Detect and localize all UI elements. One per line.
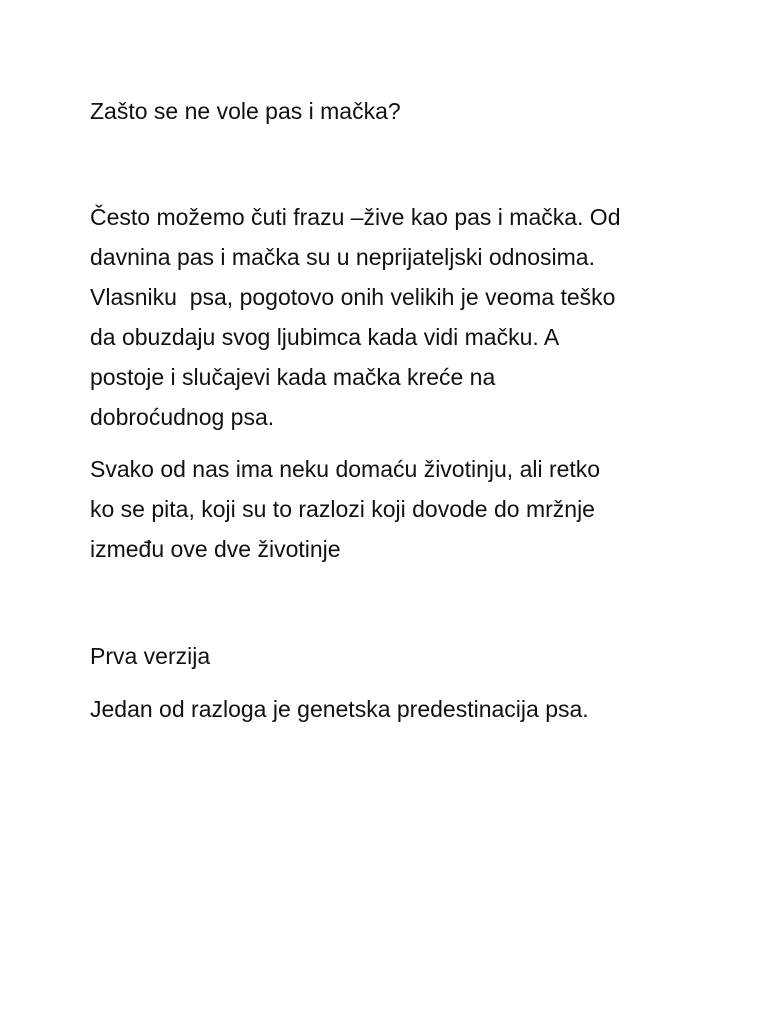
paragraph-1-line-6: dobroćudnog psa. bbox=[90, 404, 275, 430]
paragraph-2-line-2: ko se pita, koji su to razlozi koji dovode do mržnje bbox=[90, 496, 595, 522]
section-heading: Prva verzija bbox=[90, 643, 211, 669]
paragraph-3-line-1: Jedan od razloga je genetska predestinacija psa. bbox=[90, 696, 589, 722]
paragraph-1-line-2: davnina pas i mačka su u neprijateljski odnosima. bbox=[90, 244, 595, 270]
paragraph-1-line-1: Često možemo čuti frazu –žive kao pas i mačka. Od bbox=[90, 204, 621, 230]
paragraph-2-line-1: Svako od nas ima neku domaću životinju, ali retko bbox=[90, 456, 601, 482]
paragraph-1-line-3: Vlasniku psa, pogotovo onih velikih je veoma teško bbox=[90, 284, 616, 310]
paragraph-2-line-3: između ove dve životinje bbox=[90, 536, 341, 562]
paragraph-1-line-5: postoje i slučajevi kada mačka kreće na bbox=[90, 364, 496, 390]
paragraph-1-line-4: da obuzdaju svog ljubimca kada vidi mačku. A bbox=[90, 324, 560, 350]
document-title: Zašto se ne vole pas i mačka? bbox=[90, 98, 401, 124]
